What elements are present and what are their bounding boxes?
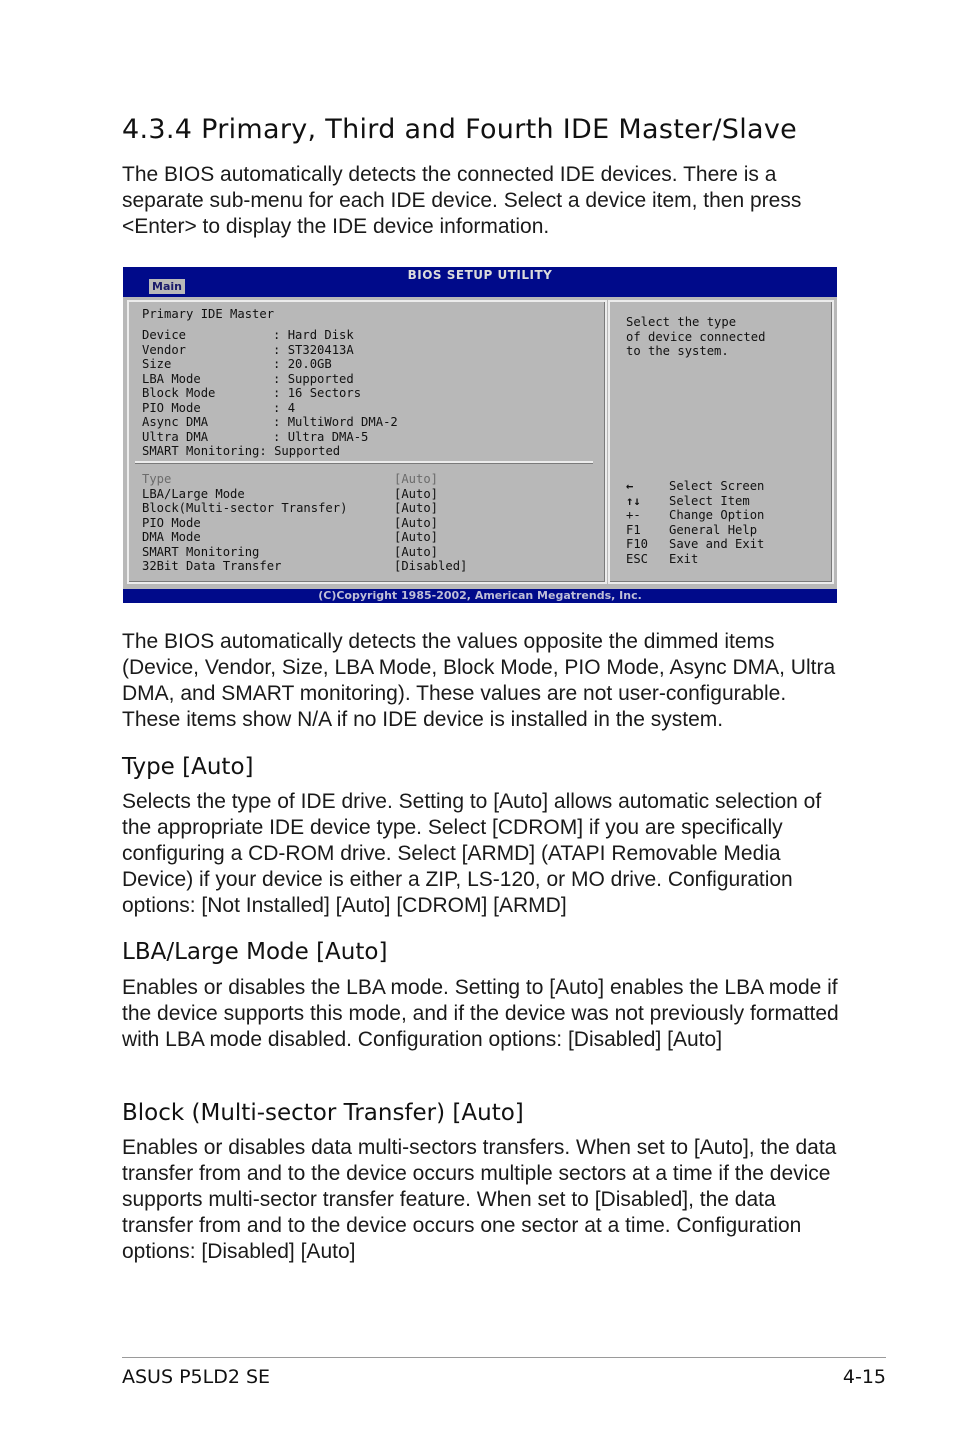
key-action: Select Item [669, 493, 750, 508]
key-label: F10 [626, 537, 649, 551]
bios-title: BIOS SETUP UTILITY [407, 268, 553, 282]
info-value: : 20.0GB [273, 357, 332, 371]
footer-rule [122, 1357, 886, 1358]
setting-label-smart[interactable]: SMART Monitoring [142, 544, 260, 559]
info-label: LBA Mode [142, 371, 201, 386]
block-heading: Block (Multi-sector Transfer) [Auto] [122, 1100, 524, 1126]
bios-section-title: Primary IDE Master [142, 307, 275, 321]
footer-product: ASUS P5LD2 SE [122, 1366, 271, 1388]
key-label: +- [626, 508, 641, 522]
bios-divider [135, 461, 593, 464]
arrow-left-icon: ← [626, 479, 634, 493]
info-value: : 16 Sectors [273, 386, 362, 400]
type-heading: Type [Auto] [122, 754, 254, 780]
info-label: Vendor [142, 342, 187, 357]
bios-copyright: (C)Copyright 1985-2002, American Megatrends, Inc. [318, 589, 642, 602]
section-heading: 4.3.4 Primary, Third and Fourth IDE Master/Slave [122, 114, 798, 145]
info-value: : Supported [273, 371, 354, 386]
setting-value-pio[interactable]: [Auto] [394, 515, 439, 530]
key-action: General Help [669, 522, 758, 537]
key-action: Change Option [669, 508, 765, 522]
info-label: Device [142, 328, 187, 342]
setting-label-dma[interactable]: DMA Mode [142, 530, 201, 544]
info-label: Size [142, 357, 172, 371]
info-value: : Ultra DMA-5 [273, 429, 369, 444]
key-action: Save and Exit [669, 537, 765, 551]
setting-label-block[interactable]: Block(Multi-sector Transfer) [142, 501, 348, 515]
bios-screenshot [123, 267, 837, 603]
key-action: Select Screen [669, 479, 765, 493]
key-label: ESC [626, 551, 649, 566]
info-value: : ST320413A [273, 342, 354, 357]
block-paragraph: Enables or disables data multi-sectors transfers. When set to [Auto], the data transfer from and to the device occurs multiple sectors at a time if the device supports multi-sector transfer feature. When set to [Disabled], the data transfer from and to the device occurs one sector at a time. Configuration options: [Disabled] [Auto] [122, 1136, 837, 1263]
help-line: to the system. [626, 344, 729, 358]
setting-label-lba[interactable]: LBA/Large Mode [142, 486, 245, 501]
info-label: PIO Mode [142, 400, 201, 415]
lba-paragraph: Enables or disables the LBA mode. Setting to [Auto] enables the LBA mode if the device supports this mode, and if the device was not previously formatted with LBA mode disabled. Configuration options: [Disabled] [Auto] [122, 976, 839, 1051]
setting-label-type[interactable]: Type [142, 472, 172, 486]
arrow-updown-icon: ↑↓ [626, 493, 641, 508]
bios-tab-main: Main [149, 279, 185, 294]
info-value: : 4 [273, 400, 296, 415]
info-value: : MultiWord DMA-2 [273, 415, 398, 429]
setting-value-smart[interactable]: [Auto] [394, 544, 439, 559]
key-action: Exit [669, 551, 699, 566]
setting-label-pio[interactable]: PIO Mode [142, 515, 201, 530]
bios-body [123, 297, 837, 589]
info-label: Ultra DMA [142, 429, 209, 444]
lba-heading: LBA/Large Mode [Auto] [122, 939, 388, 965]
setting-value-lba[interactable]: [Auto] [394, 486, 439, 501]
info-label: SMART Monitoring: Supported [142, 444, 341, 458]
setting-value-type[interactable]: [Auto] [394, 472, 439, 486]
setting-value-32bit[interactable]: [Disabled] [394, 559, 468, 573]
setting-value-block[interactable]: [Auto] [394, 501, 439, 515]
key-label: F1 [626, 522, 641, 537]
info-label: Block Mode [142, 386, 216, 400]
info-label: Async DMA [142, 415, 209, 429]
help-line: Select the type [626, 315, 737, 329]
setting-label-32bit[interactable]: 32Bit Data Transfer [142, 559, 282, 573]
auto-detect-paragraph: The BIOS automatically detects the values opposite the dimmed items (Device, Vendor, Size, LBA Mode, Block Mode, PIO Mode, Async DMA, Ultra DMA, and SMART monitoring). These values are not user-configurable. These items show N/A if no IDE device is installed in the system. [122, 630, 836, 731]
footer-page-number: 4-15 [842, 1366, 886, 1388]
type-paragraph: Selects the type of IDE drive. Setting to [Auto] allows automatic selection of the appropriate IDE device type. Select [CDROM] if you are specifically configuring a CD-ROM drive. Select [ARMD] (ATAPI Removable Media Device) if your device is either a ZIP, LS-120, or MO drive. Configuration options: [Not Installed] [Auto] [CDROM] [ARMD] [122, 790, 822, 917]
help-line: of device connected [626, 329, 766, 344]
info-value: : Hard Disk [273, 328, 354, 342]
setting-value-dma[interactable]: [Auto] [394, 530, 439, 544]
intro-paragraph: The BIOS automatically detects the connected IDE devices. There is a separate sub-menu for each IDE device. Select a device item, then press <Enter> to display the IDE device information. [122, 163, 802, 238]
